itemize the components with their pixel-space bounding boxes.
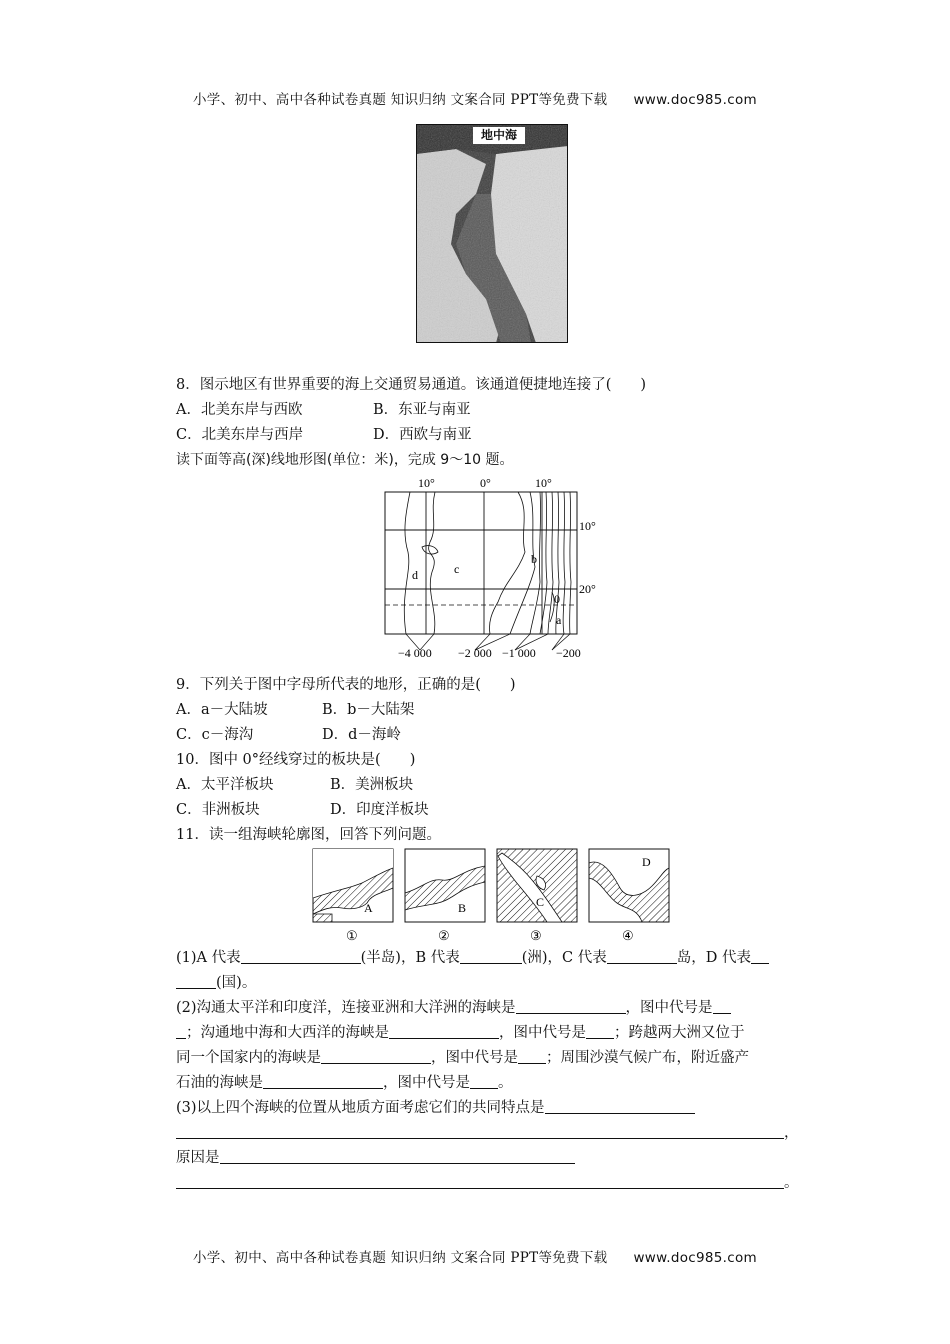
- answer-blank-c[interactable]: [607, 948, 677, 964]
- map-top-label-3: 10°: [535, 476, 552, 490]
- q10-stem: 10．图中 0°经线穿过的板块是( ): [176, 752, 416, 768]
- q11-part2-line3: 同一个国家内的海峡是 ，图中代号是 ；周围沙漠气候广布，附近盛产: [176, 1050, 749, 1066]
- map-letter-b: b: [531, 552, 537, 566]
- q11-stem: 11．读一组海峡轮廓图，回答下列问题。: [176, 827, 441, 843]
- map-top-label-1: 10°: [418, 476, 435, 490]
- strait-number-3: ③: [530, 928, 542, 943]
- map-letter-d: d: [412, 568, 418, 582]
- strait-number-2: ②: [438, 928, 450, 943]
- strait-letter-d: D: [642, 855, 651, 869]
- answer-blank-a[interactable]: [241, 948, 361, 964]
- q11-part3-line1: (3)以上四个海峡的位置从地质方面考虑它们的共同特点是: [176, 1098, 695, 1118]
- strait-letter-b: B: [458, 901, 467, 915]
- header-url[interactable]: www.doc985.com: [633, 92, 757, 108]
- answer-blank-strait-4[interactable]: [263, 1073, 383, 1089]
- q10-option-c[interactable]: C．非洲板块: [176, 802, 260, 818]
- strait-letter-a: A: [364, 901, 373, 915]
- answer-blank-code-4[interactable]: [470, 1073, 498, 1089]
- q9-option-c[interactable]: C．c－海沟: [176, 727, 254, 743]
- map-top-label-2: 0°: [480, 476, 491, 490]
- footer-text: 小学、初中、高中各种试卷真题 知识归纳 文案合同 PPT等免费下载: [193, 1250, 608, 1266]
- q11-part1-line2: (国)。: [176, 973, 256, 993]
- map-letter-a: a: [556, 613, 562, 627]
- answer-blank-code-3[interactable]: [518, 1048, 546, 1064]
- photo-label: 地中海: [473, 127, 525, 144]
- map-letter-c: c: [454, 562, 460, 576]
- q8-option-b[interactable]: B．东亚与南亚: [373, 402, 471, 418]
- map-right-label-2: 20°: [579, 582, 596, 596]
- answer-blank-code-2[interactable]: [586, 1023, 614, 1039]
- q9-option-b[interactable]: B．b－大陆架: [322, 702, 415, 718]
- q11-part3-line4: 。: [176, 1173, 799, 1193]
- q11-part2-line4: 石油的海峡是 ，图中代号是 。: [176, 1075, 513, 1091]
- map-bottom-label-2: −2 000: [458, 646, 492, 660]
- answer-blank-code-1-cont[interactable]: [176, 1023, 186, 1039]
- q9-option-a[interactable]: A．a－大陆坡: [176, 702, 268, 718]
- map-bottom-label-3: −1 000: [502, 646, 536, 660]
- answer-blank-d-cont[interactable]: [176, 973, 216, 989]
- q8-stem: 8．图示地区有世界重要的海上交通贸易通道。该通道便捷地连接了( ): [176, 377, 647, 393]
- contour-map: [380, 472, 610, 662]
- answer-blank-reason[interactable]: [220, 1148, 575, 1164]
- page-header: [0, 88, 950, 108]
- strait-letter-c: C: [536, 895, 545, 909]
- q11-part2-line2: ；沟通地中海和大西洋的海峡是 ，图中代号是 ；跨越两大洲又位于: [176, 1023, 745, 1043]
- q11-part3-line3: 原因是: [176, 1148, 575, 1168]
- map-letter-zero: 0: [554, 592, 560, 606]
- answer-blank-feature[interactable]: [545, 1098, 695, 1114]
- q11-part2-line1: (2)沟通太平洋和印度洋，连接亚洲和大洋洲的海峡是 ，图中代号是: [176, 998, 731, 1018]
- strait-figures: [312, 848, 672, 943]
- q8-option-a[interactable]: A．北美东岸与西欧: [176, 402, 303, 418]
- q8-option-d[interactable]: D．西欧与南亚: [373, 427, 472, 443]
- q11-part3-line2: ，: [176, 1123, 799, 1143]
- intro-q9-10: 读下面等高(深)线地形图(单位：米)，完成 9～10 题。: [176, 452, 514, 468]
- strait-number-4: ④: [622, 928, 634, 943]
- q11-part1-line1: (1)A 代表 (半岛)，B 代表 (洲)，C 代表 岛，D 代表: [176, 948, 769, 968]
- answer-blank-reason-cont[interactable]: [176, 1173, 784, 1189]
- answer-blank-strait-2[interactable]: [389, 1023, 499, 1039]
- map-right-label-1: 10°: [579, 519, 596, 533]
- page-footer: [0, 1246, 950, 1266]
- q10-option-b[interactable]: B．美洲板块: [330, 777, 414, 793]
- q8-option-c[interactable]: C．北美东岸与西岸: [176, 427, 304, 443]
- strait-number-1: ①: [346, 928, 358, 943]
- q10-option-a[interactable]: A．太平洋板块: [176, 777, 274, 793]
- q10-option-d[interactable]: D．印度洋板块: [330, 802, 429, 818]
- answer-blank-strait-1[interactable]: [516, 998, 626, 1014]
- footer-url[interactable]: www.doc985.com: [633, 1250, 757, 1266]
- map-bottom-label-4: −200: [556, 646, 581, 660]
- answer-blank-code-1[interactable]: [713, 998, 731, 1014]
- answer-blank-b[interactable]: [460, 948, 522, 964]
- q9-option-d[interactable]: D．d－海岭: [322, 727, 401, 743]
- map-bottom-label-1: −4 000: [398, 646, 432, 660]
- header-text: 小学、初中、高中各种试卷真题 知识归纳 文案合同 PPT等免费下载: [193, 92, 608, 108]
- answer-blank-strait-3[interactable]: [321, 1048, 431, 1064]
- q9-stem: 9．下列关于图中字母所代表的地形，正确的是( ): [176, 677, 516, 693]
- satellite-photo: [416, 124, 568, 343]
- answer-blank-d[interactable]: [751, 948, 769, 964]
- answer-blank-feature-cont[interactable]: [176, 1123, 784, 1139]
